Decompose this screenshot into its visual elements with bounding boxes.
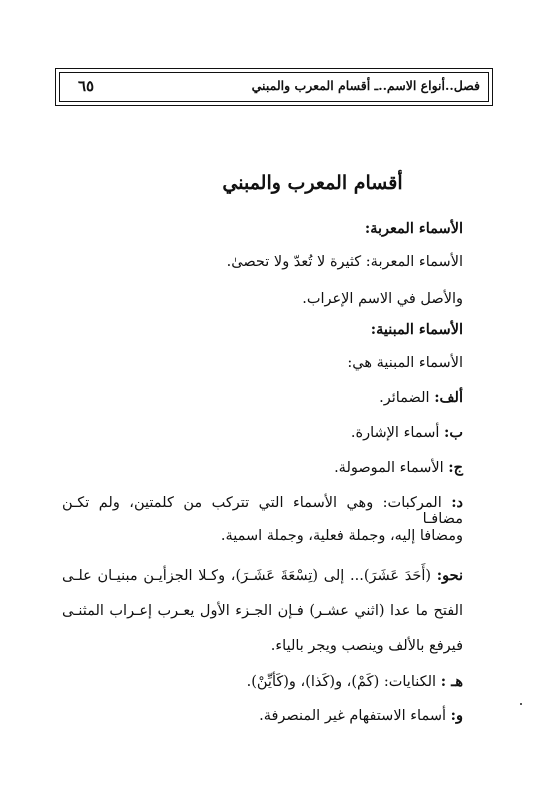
list-item — [259, 707, 463, 724]
list-item-text: الضمائر. — [379, 390, 435, 406]
indeclinable-nouns-heading: الأسماء المبنية: — [370, 321, 463, 338]
section-title: أقسام المعرب والمبني — [222, 172, 403, 194]
list-item-text: الكنايات: (كَمْ)، و(كَذا)، و(كَأيِّنْ). — [246, 674, 441, 690]
body-line: فيرفع بالألف وينصب ويجر بالياء. — [270, 638, 463, 654]
running-header-title: فصل..أنواع الاسم..ـ أقسام المعرب والمبني — [251, 78, 480, 93]
body-line: ومضافا إليه، وجملة فعلية، وجملة اسمية. — [220, 528, 463, 544]
list-item — [62, 494, 463, 527]
list-item-label: و: — [450, 707, 463, 724]
page-number: ٦٥ — [78, 77, 95, 95]
body-line: الأسماء المعربة: كثيرة لا تُعدّ ولا تحصىٰ. — [226, 254, 463, 270]
scan-speck — [520, 703, 522, 705]
list-item — [379, 389, 463, 406]
list-item-text: المركبات: وهي الأسماء التي تتركب من كلمتين، ولم تكـن مضافـا — [62, 495, 463, 527]
list-item-text: أسماء الاستفهام غير المنصرفة. — [259, 708, 451, 724]
body-text — [62, 0, 463, 793]
body-line: والأصل في الاسم الإعراب. — [302, 291, 463, 307]
list-item-label: هـ : — [440, 673, 463, 690]
list-item-text: الأسماء الموصولة. — [334, 460, 449, 476]
example-label: نحو: — [436, 567, 463, 584]
list-item-label: ب: — [443, 424, 463, 441]
list-item-label: د: — [451, 494, 463, 511]
body-line: الأسماء المبنية هي: — [347, 355, 463, 371]
list-item-label: ج: — [448, 459, 463, 476]
list-item — [351, 424, 463, 441]
list-item — [247, 673, 463, 690]
example-text: (أَحَدَ عَشَرَ)... إلى (تِسْعَةَ عَشَـرَ)، وكـلا الجزأيـن مبنيـان علـى — [62, 568, 437, 584]
list-item-text: أسماء الإشارة. — [350, 425, 444, 441]
example-line — [62, 567, 463, 584]
list-item — [334, 459, 463, 476]
declinable-nouns-heading: الأسماء المعربة: — [364, 220, 463, 237]
body-line: الفتح ما عدا (اثني عشـر) فـإن الجـزء الأول يعـرب إعـراب المثنـى — [62, 603, 463, 619]
list-item-label: ألف: — [434, 389, 463, 406]
